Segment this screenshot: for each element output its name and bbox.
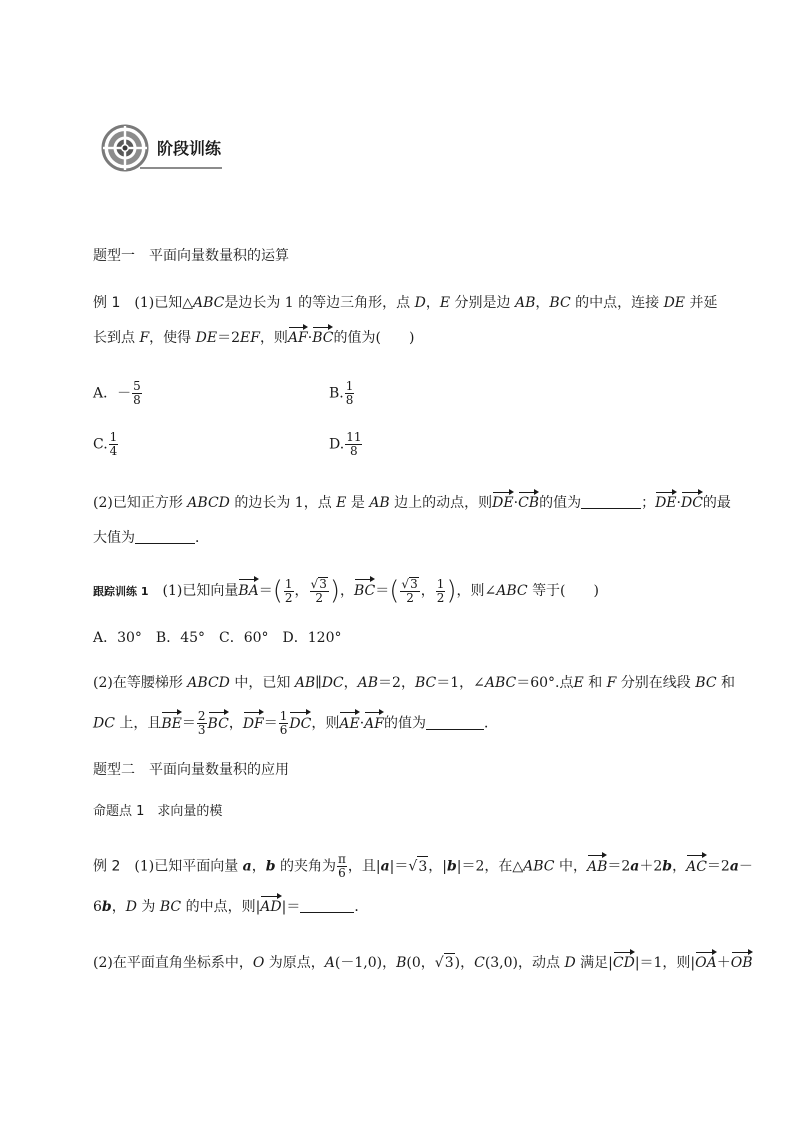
text: BC (695, 675, 717, 691)
text: ，且| (347, 858, 381, 875)
vector-bc: BC (353, 583, 376, 599)
text: ＝2， (378, 675, 415, 691)
text: 和 (720, 675, 735, 691)
text: C (474, 955, 485, 971)
text: 1 (345, 379, 354, 393)
text: D (414, 295, 426, 311)
paren: ) (446, 576, 457, 606)
text: 为 (141, 899, 156, 915)
text: 分别是边 (454, 295, 511, 311)
fraction (345, 380, 355, 407)
ex1-option-b (329, 380, 355, 407)
text: AB (514, 295, 536, 311)
text: 并延 (689, 295, 718, 311)
fraction (310, 577, 329, 605)
text: ， (228, 715, 243, 732)
text: EF (240, 330, 260, 346)
text: 1 (279, 709, 288, 723)
text: ＝2 (217, 330, 240, 346)
text: π (337, 852, 346, 866)
text: C. (93, 436, 108, 453)
text: BC (414, 675, 437, 691)
text: 3 (319, 577, 327, 591)
text: ， (425, 295, 440, 311)
text: ， (420, 583, 435, 599)
fraction (109, 431, 119, 458)
vector-af: AF (364, 715, 384, 732)
text: a (380, 858, 390, 875)
answer-blank (581, 508, 641, 509)
answer-blank (300, 912, 354, 913)
text: 是边长为 1 的等边三角形，点 (224, 295, 411, 311)
text: · (307, 330, 313, 346)
text: (－1,0)， (334, 955, 397, 971)
fraction (345, 431, 362, 458)
paren: ( (272, 576, 283, 606)
vector-df: DF (242, 715, 264, 732)
text: 6 (338, 866, 346, 880)
text: 上，且 (119, 715, 162, 732)
text: 11 (346, 430, 362, 444)
text: 的夹角为 (279, 858, 336, 875)
text: 和 (588, 675, 603, 691)
text: ， (294, 583, 309, 599)
text: ，则 (311, 715, 340, 732)
ex1-line2 (93, 329, 414, 347)
text: |＝ (281, 899, 301, 915)
text: B. (329, 385, 344, 402)
text: a (630, 858, 640, 875)
text: 2 (406, 591, 414, 605)
text: ＝60°.点 (516, 675, 574, 691)
text: ＋2 (639, 858, 663, 875)
ex2-line1: 例 2 (1)已知平面向量 a，b 的夹角为 $\frac{\pi}{6}$ ，且|a|＝√3，|b|＝2，在△ABC 中，AB＝2a＋2b，AC＝2a－ (93, 852, 753, 880)
text: ＝2 (706, 858, 730, 875)
text: A．－ (93, 385, 132, 402)
text: ＝ (263, 715, 278, 732)
text: (2)在平面直角坐标系中， (93, 955, 253, 971)
text: 分别在线段 (620, 675, 691, 691)
section1-title: 题型一 平面向量数量积的运算 (93, 248, 289, 264)
vector-af: AF (287, 330, 308, 346)
answer-blank (135, 543, 195, 544)
text: ， (339, 583, 354, 599)
text: BC (159, 899, 182, 915)
text: · (359, 715, 365, 732)
text: 中，已知 (234, 675, 291, 691)
text: 2 (436, 590, 445, 605)
text: 1 (436, 576, 445, 591)
text: (2)已知正方形 (93, 495, 183, 511)
text: 等于( ) (532, 583, 599, 599)
text: · (513, 495, 519, 511)
text: (0， (406, 955, 435, 971)
ex1-option-a (93, 380, 143, 407)
target-icon (101, 124, 149, 172)
text: ，则 (259, 330, 288, 346)
text: ＝ (375, 583, 390, 599)
text: BC (549, 295, 571, 311)
text: ＋ (716, 955, 731, 971)
ex1-part2-line2 (93, 529, 209, 547)
text: ABCD (187, 495, 230, 511)
text: 8 (345, 393, 354, 407)
text: ， (672, 858, 687, 875)
text: |＝1，则| (634, 955, 696, 971)
text: D (125, 899, 137, 915)
text: 边上的动点，则 (394, 495, 493, 511)
ex2-line2 (93, 898, 368, 916)
text: 6 (93, 899, 102, 915)
text: 的中点，则| (185, 899, 261, 915)
text: 的值为( ) (333, 330, 415, 346)
fraction-num: √3 (401, 577, 418, 591)
vector-ac: AC (686, 858, 707, 875)
text: b (662, 858, 673, 875)
text: ＝1，∠ (436, 675, 485, 691)
ex1-option-d (329, 431, 363, 458)
text: (3,0)，动点 (484, 955, 561, 971)
text: 中， (558, 858, 587, 875)
text: 2 (284, 590, 293, 605)
text: a (242, 858, 252, 875)
fraction (337, 853, 347, 880)
text: ABC (484, 675, 517, 691)
text: AB (357, 675, 379, 691)
text: (1)已知向量 (162, 583, 239, 599)
text: )， (454, 955, 475, 971)
text: ABC (523, 858, 555, 875)
text: · (676, 495, 681, 511)
text: － (738, 858, 753, 875)
text: AB (294, 675, 316, 691)
ex1-line1 (93, 294, 717, 312)
text: D (564, 955, 576, 971)
ex1-option-c (93, 431, 119, 458)
text: ． (483, 715, 498, 732)
vector-dc: DC (289, 715, 312, 732)
text: ． (195, 530, 209, 546)
vector-ae: AE (339, 715, 360, 732)
vector-de: DE (492, 495, 514, 511)
text: ； (641, 495, 656, 511)
text: ，则∠ (456, 583, 497, 599)
fraction (279, 710, 289, 737)
text: ． (354, 899, 369, 915)
text: |＝2，在△ (456, 858, 524, 875)
text: 的中点，连接 (575, 295, 660, 311)
header-emblem (101, 124, 149, 172)
text: 8 (350, 444, 358, 458)
text: ， (111, 899, 126, 915)
text: F (139, 330, 150, 346)
text: (1)已知平面向量 (134, 858, 239, 875)
text: 1 (109, 430, 118, 444)
follow1-label: 跟踪训练 1 (93, 585, 149, 598)
text: 的值为 (539, 495, 582, 511)
text: b (101, 899, 112, 915)
vector-oa: OA (695, 955, 717, 971)
ex1-part2-line1 (93, 494, 731, 512)
vector-cb: CB (518, 495, 540, 511)
vector-de: DE (655, 495, 677, 511)
text: 大值为 (93, 530, 135, 546)
text: ＝ (181, 715, 196, 732)
follow1-line1 (93, 577, 599, 605)
vector-be: BE (161, 715, 182, 732)
text: ，| (428, 858, 447, 875)
text: DE (195, 330, 218, 346)
text: 8 (133, 393, 141, 407)
text: 4 (109, 444, 118, 458)
vector-ad: AD (260, 899, 282, 915)
text: 的最 (702, 495, 731, 511)
text: E (439, 295, 451, 311)
text: ABC (192, 295, 225, 311)
text: ∥ (315, 675, 322, 691)
text: (1)已知△ (134, 295, 193, 311)
text: O (252, 955, 265, 971)
text: D. (329, 436, 345, 453)
text: ＝ (258, 583, 273, 599)
text: A (324, 955, 335, 971)
answer-blank (426, 729, 484, 730)
text: 1 (284, 576, 293, 591)
text: |＝ (389, 858, 409, 875)
ex2-label: 例 2 (93, 858, 121, 875)
vector-bc: BC (312, 330, 334, 346)
text: 2 (315, 591, 323, 605)
text: DC (321, 675, 344, 691)
header-title: 阶段训练 (157, 139, 222, 158)
text: 为原点， (268, 955, 325, 971)
text: 2 (197, 709, 206, 723)
follow1-options: A．30° B．45° C．60° D．120° (93, 630, 342, 646)
text: b (265, 858, 276, 875)
text: ，使得 (149, 330, 192, 346)
text: 5 (133, 379, 141, 393)
fraction (197, 710, 207, 737)
text: 3 (410, 577, 418, 591)
ex1-label: 例 1 (93, 295, 121, 311)
vector-cd: CD (612, 955, 635, 971)
text: 满足| (580, 955, 613, 971)
vector-ob: OB (730, 955, 753, 971)
text: 长到点 (93, 330, 135, 346)
follow1-part2-line1 (93, 674, 735, 692)
fraction (436, 578, 446, 605)
text: DC (93, 715, 115, 732)
text: 是 (350, 495, 365, 511)
text: 3 (417, 856, 428, 877)
text: ＝2 (607, 858, 631, 875)
paren: ) (329, 576, 340, 606)
vector-ba: BA (238, 583, 259, 599)
text: E (336, 495, 347, 511)
paren: ( (389, 576, 400, 606)
text: ABCD (187, 675, 230, 691)
topic1-title: 命题点 1 求向量的模 (93, 804, 223, 819)
follow1-part2-line2 (93, 710, 498, 737)
text: a (729, 858, 739, 875)
text: B (396, 955, 407, 971)
text: 的值为 (383, 715, 426, 732)
text: ， (535, 295, 550, 311)
fraction (132, 380, 142, 407)
text: F (606, 675, 617, 691)
fraction-num: √3 (310, 577, 327, 591)
text: (2)在等腰梯形 (93, 675, 183, 691)
text: DE (663, 295, 686, 311)
text: b (446, 858, 457, 875)
ex2-part2-line1: (2)在平面直角坐标系中，O 为原点，A(－1,0)，B(0，√3)，C(3,0)，动点 D 满足|CD|＝1，则|OA＋OB (93, 955, 753, 971)
header-underline (140, 167, 222, 169)
vector-ab: AB (586, 858, 608, 875)
section2-title: 题型二 平面向量数量积的应用 (93, 762, 289, 778)
text: ABC (496, 583, 528, 599)
fraction (284, 578, 294, 605)
vector-dc: DC (680, 495, 703, 511)
text: 3 (197, 723, 206, 737)
vector-bc: BC (207, 715, 229, 732)
text: ， (343, 675, 358, 691)
text: AB (369, 495, 390, 511)
text: 3 (444, 955, 454, 971)
text: 的边长为 1，点 (234, 495, 332, 511)
text: E (573, 675, 584, 691)
fraction (400, 577, 419, 605)
text: 6 (279, 723, 288, 737)
